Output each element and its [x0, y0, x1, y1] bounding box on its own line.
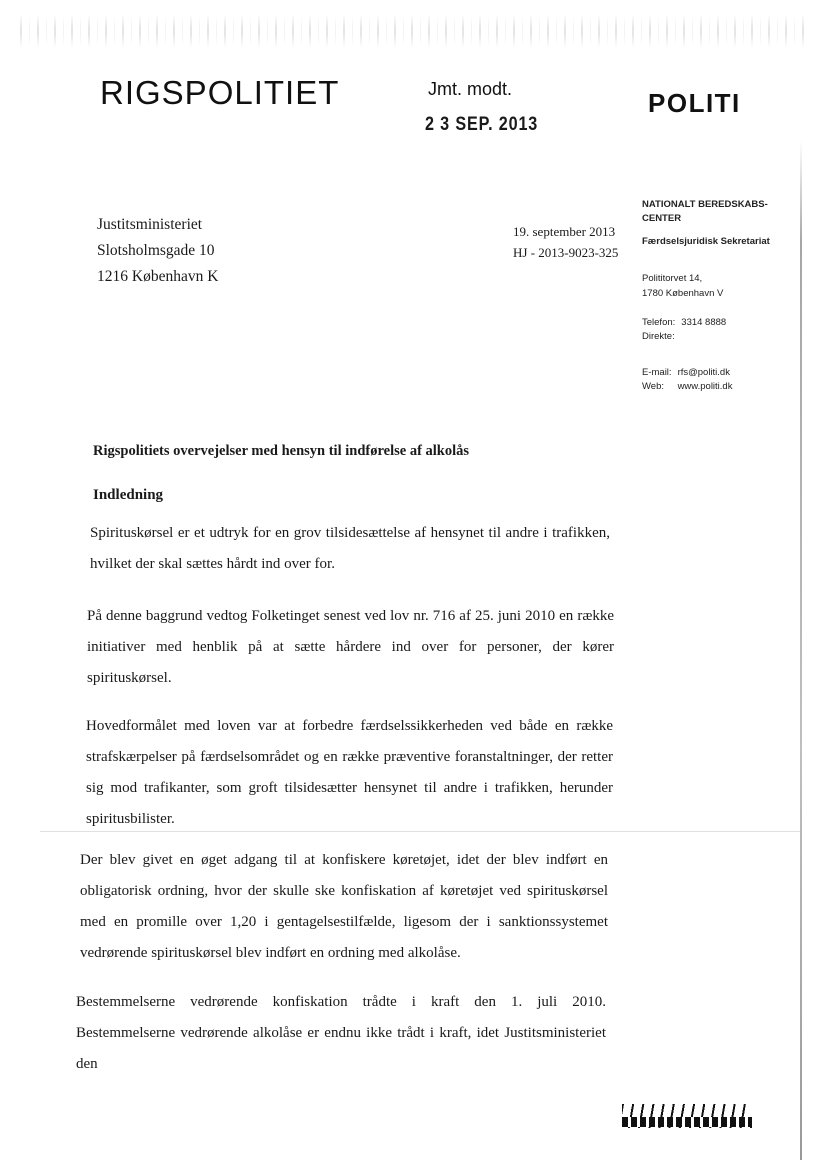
- phone-table: [642, 316, 732, 344]
- recipient-street: Slotsholmsgade 10: [97, 242, 215, 259]
- web-label: Web:: [642, 381, 665, 392]
- sender-contact-block: [642, 198, 792, 394]
- scan-fold-line: [40, 831, 800, 832]
- journal-number: HJ - 2013-9023-325: [513, 245, 619, 260]
- letter-date: 19. september 2013: [513, 224, 616, 239]
- barcode-lower-icon: [622, 1117, 752, 1127]
- received-stamp-date: 2 3 SEP. 2013: [425, 114, 539, 135]
- paragraph: Spirituskørsel er et udtryk for en grov tilsidesættelse af hensynet til andre i trafikken, hvilket der skal sættes hårdt ind over for.: [90, 525, 610, 572]
- email-label: E-mail:: [642, 367, 672, 378]
- scan-noise-strip: [20, 14, 810, 48]
- received-stamp-label: Jmt. modt.: [428, 79, 513, 99]
- direct-label: Direkte:: [642, 331, 675, 342]
- web-table: [642, 366, 738, 394]
- paragraph: Bestemmelserne vedrørende konfiskation trådte i kraft den 1. juli 2010. Bestemmelserne vedrørende alkolåse er endnu ikke trådt i kraft, idet Justitsministeriet den: [76, 994, 606, 1072]
- sender-dept: Færdselsjuridisk Sekretariat: [642, 236, 770, 247]
- sender-street: Polititorvet 14,: [642, 273, 703, 284]
- sender-address: [642, 271, 792, 301]
- politi-logo: POLITI: [648, 88, 741, 118]
- letter-subject: Rigspolitiets overvejelser med hensyn til indførelse af alkolås: [93, 443, 470, 459]
- web-value: www.politi.dk: [677, 381, 733, 392]
- email-value: rfs@politi.dk: [677, 367, 730, 378]
- sender-org: NATIONALT BEREDSKABS-CENTER: [642, 199, 768, 224]
- direct-value: [681, 330, 732, 344]
- phone-label: Telefon:: [642, 317, 676, 328]
- section-heading: Indledning: [93, 487, 164, 503]
- recipient-address: [97, 212, 218, 290]
- phone-value: 3314 8888: [681, 317, 727, 328]
- sender-name: RIGSPOLITIET: [100, 74, 340, 111]
- sender-city: 1780 København V: [642, 288, 724, 299]
- recipient-name: Justitsministeriet: [97, 216, 203, 233]
- letter-reference: [513, 221, 618, 263]
- recipient-city: 1216 København K: [97, 268, 219, 285]
- paragraph: På denne baggrund vedtog Folketinget senest ved lov nr. 716 af 25. juni 2010 en række initiativer med henblik på at sætte hårdere ind over for personer, der kører spirituskørsel.: [87, 608, 614, 686]
- paragraph: Der blev givet en øget adgang til at konfiskere køretøjet, idet der blev indført en obligatorisk ordning, hvor der skulle ske konfiskation af køretøjet ved spirituskørsel med en promille over 1,20 i gentagelsestilfælde, ligesom der i sanktionssystemet vedrørende spirituskørsel blev indført en ordning med alkolåse.: [80, 852, 608, 961]
- paragraph: Hovedformålet med loven var at forbedre færdselssikkerheden ved både en række strafskærpelser på færdselsområdet og en række præventive foranstaltninger, der retter sig mod trafikanter, som groft tilsidesætter hensynet til andre i trafikken, herunder spiritusbilister.: [86, 718, 613, 827]
- scan-edge-line: [800, 140, 802, 1160]
